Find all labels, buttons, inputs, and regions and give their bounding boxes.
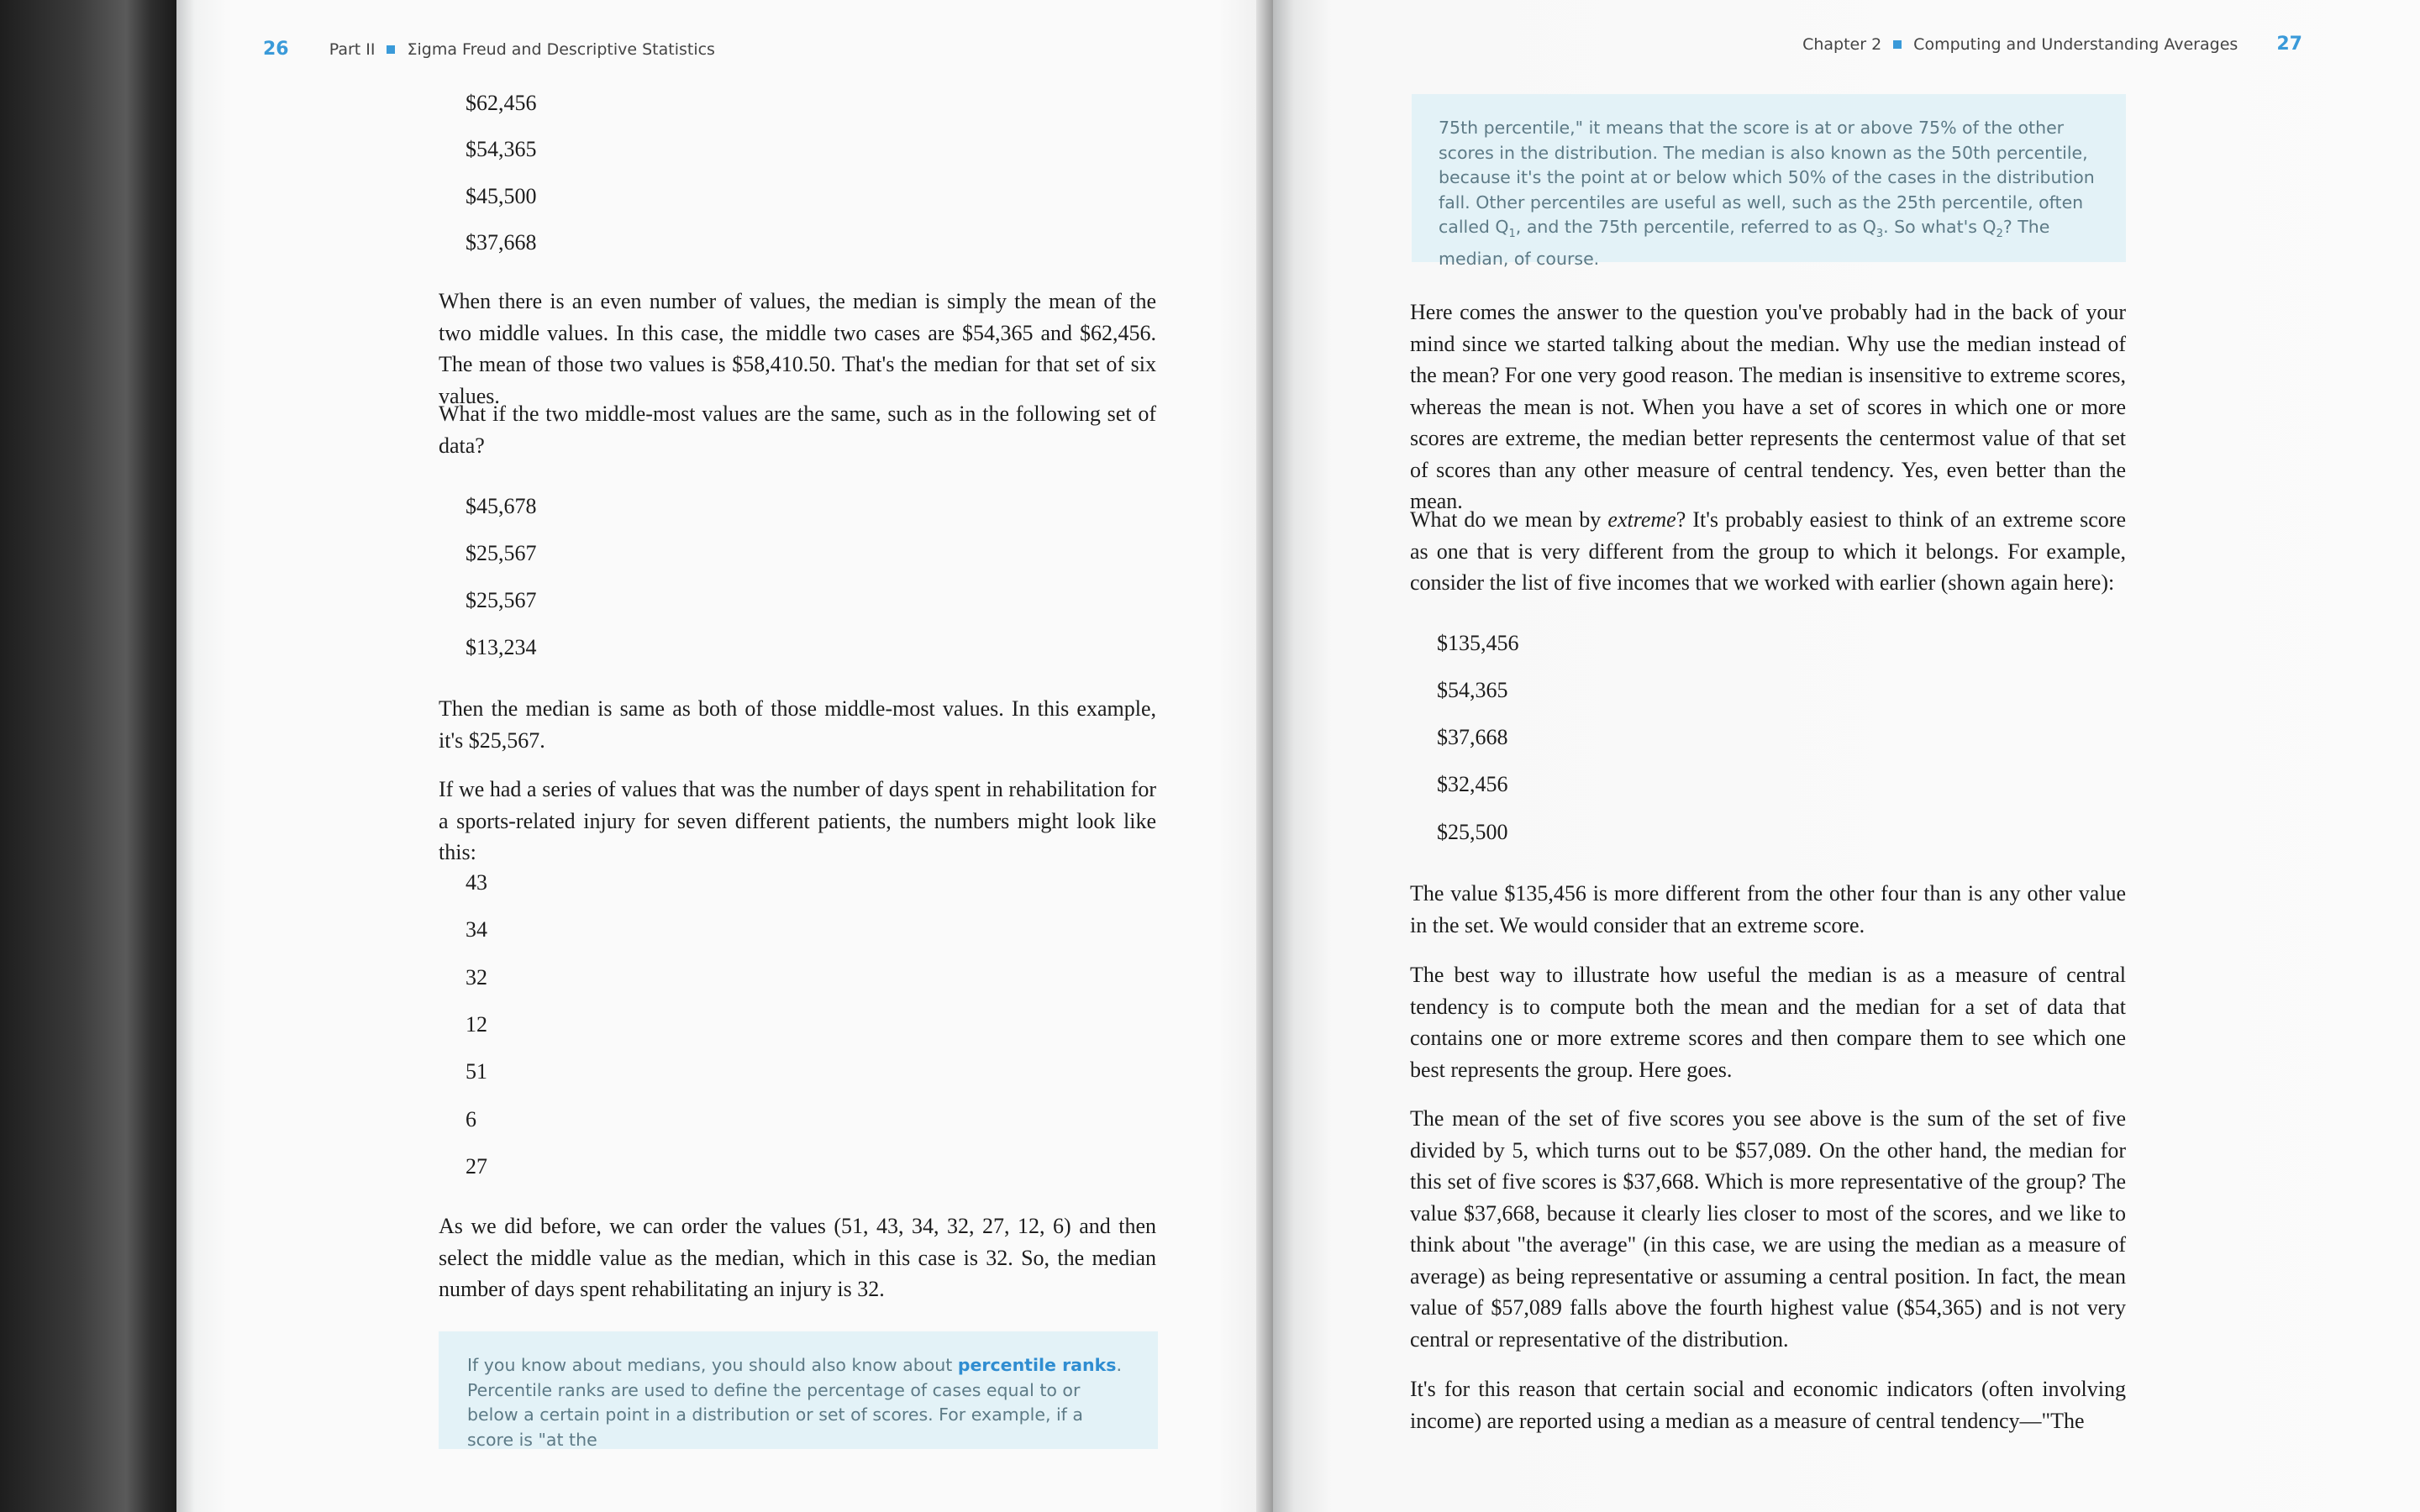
list-item: 34: [466, 917, 487, 942]
callout-text-end: . Percentile ranks are used to define the percentage of cases equal to or below a certain point in a distribution or set of scores. For example, if a score is "at the: [467, 1355, 1122, 1450]
paragraph: What if the two middle-most values are the same, such as in the following set of data?: [439, 402, 1156, 458]
list-item: $13,234: [466, 635, 537, 659]
list-item: 12: [466, 1012, 487, 1037]
left-running-header: [263, 39, 715, 60]
list-item: $54,365: [466, 137, 537, 161]
list-item: $25,567: [466, 588, 537, 612]
list-item: 27: [466, 1154, 487, 1179]
percentile-callout-left: [439, 1331, 1158, 1449]
list-item: $45,678: [466, 494, 537, 518]
callout-text-part: 75th percentile," it means that the score is at or above 75% of the other scores in the distribution. The median is also known as the 50th percentile, because it's the point at or below which 50% of the cases in the distribution fall. Other percentiles are useful as well, such as the 25th percentile, often called Q: [1439, 118, 2095, 237]
list-item: $62,456: [466, 91, 537, 115]
right-page-number: 27: [2276, 34, 2302, 55]
paragraph: When there is an even number of values, the median is simply the mean of the two middle values. In this case, the middle two cases are $54,365 and $62,456. The mean of those two values is $58,410.50. That's the median for that set of six values.: [439, 289, 1156, 408]
callout-text-part: , and the 75th percentile, referred to as Q: [1515, 217, 1876, 237]
right-header-title: Computing and Understanding Averages: [1913, 35, 2238, 54]
list-item: $37,668: [1437, 725, 1508, 749]
callout-text-start: If you know about medians, you should also know about: [467, 1355, 958, 1375]
paragraph: Then the median is same as both of those middle-most values. In this example, it's $25,567.: [439, 696, 1156, 753]
list-item: $37,668: [466, 230, 537, 255]
paragraph: As we did before, we can order the values (51, 43, 34, 32, 27, 12, 6) and then select the middle value as the median, which in this case is 32. So, the median number of days spent rehabilitating an injury is 32.: [439, 1214, 1156, 1301]
paragraph: The best way to illustrate how useful the median is as a measure of central tendency is to compute both the mean and the median for a set of data that contains one or more extreme scores and then compare them to see which one best represents the group. Here goes.: [1410, 963, 2126, 1082]
right-header-chapter: Chapter 2: [1802, 35, 1882, 54]
list-item: $54,365: [1437, 678, 1508, 702]
paragraph-text: What do we mean by: [1410, 507, 1608, 532]
percentile-ranks-term: percentile ranks: [957, 1355, 1117, 1375]
left-header-section: Σigma Freud and Descriptive Statistics: [407, 40, 715, 59]
left-header-part: Part II: [329, 40, 376, 59]
callout-subscript: 3: [1876, 228, 1884, 241]
paragraph: If we had a series of values that was the number of days spent in rehabilitation for a sports-related injury for seven different patients, the numbers might look like this:: [439, 777, 1156, 864]
header-square-icon: [387, 45, 395, 54]
right-running-header: [1802, 34, 2302, 55]
list-item: $135,456: [1437, 631, 1519, 655]
paragraph: Here comes the answer to the question you've probably had in the back of your mind since we started talking about the median. Why use the median instead of the mean? For one very good reason. The median is insensitive to extreme scores, whereas the mean is not. When you have a set of scores in which one or more scores are extreme, the median better represents the centermost value of that set of scores than any other measure of central tendency. Yes, even better than the mean.: [1410, 300, 2126, 513]
callout-text: [1439, 116, 2111, 271]
list-item: 6: [466, 1107, 476, 1131]
list-item: $25,500: [1437, 820, 1508, 844]
header-square-icon: [1893, 40, 1902, 49]
emphasized-word: extreme: [1607, 507, 1676, 532]
paragraph: The mean of the set of five scores you see above is the sum of the set of five divided by 5, which turns out to be $57,089. On the other hand, the median for this set of five scores is $37,668. Which is more representative of the group? The value $37,668, because it clearly lies closer to most of the scores, and we like to think about "the average" (in this case, we are using the median as a measure of average) as being representative or assuming a central position. In fact, the mean value of $57,089 falls above the fourth highest value ($54,365) and is not very central or representative of the distribution.: [1410, 1106, 2126, 1352]
list-item: $25,567: [466, 541, 537, 565]
list-item: 43: [466, 870, 487, 895]
list-item: $32,456: [1437, 772, 1508, 796]
paragraph: The value $135,456 is more different from the other four than is any other value in the set. We would consider that an extreme score.: [1410, 881, 2126, 937]
callout-subscript: 1: [1508, 228, 1516, 241]
list-item: $45,500: [466, 184, 537, 208]
list-item: 32: [466, 965, 487, 990]
callout-subscript: 2: [1996, 228, 2003, 241]
left-page-number: 26: [263, 39, 289, 60]
paragraph: [1410, 504, 2126, 599]
paragraph: It's for this reason that certain social and economic indicators (often involving income) are reported using a median as a measure of central tendency—"The: [1410, 1377, 2126, 1433]
percentile-callout-right: [1412, 94, 2126, 269]
callout-text-part: . So what's Q: [1883, 217, 1996, 237]
paragraph-text: ? It's probably easiest to think of an extreme score as one that is very different from the group to which it belongs. For example, consider the list of five incomes that we worked with earlier (shown again here):: [1410, 507, 2126, 595]
callout-text: [467, 1353, 1133, 1452]
list-item: 51: [466, 1059, 487, 1084]
callout-text-part: ? The median, of course.: [1439, 217, 2050, 269]
